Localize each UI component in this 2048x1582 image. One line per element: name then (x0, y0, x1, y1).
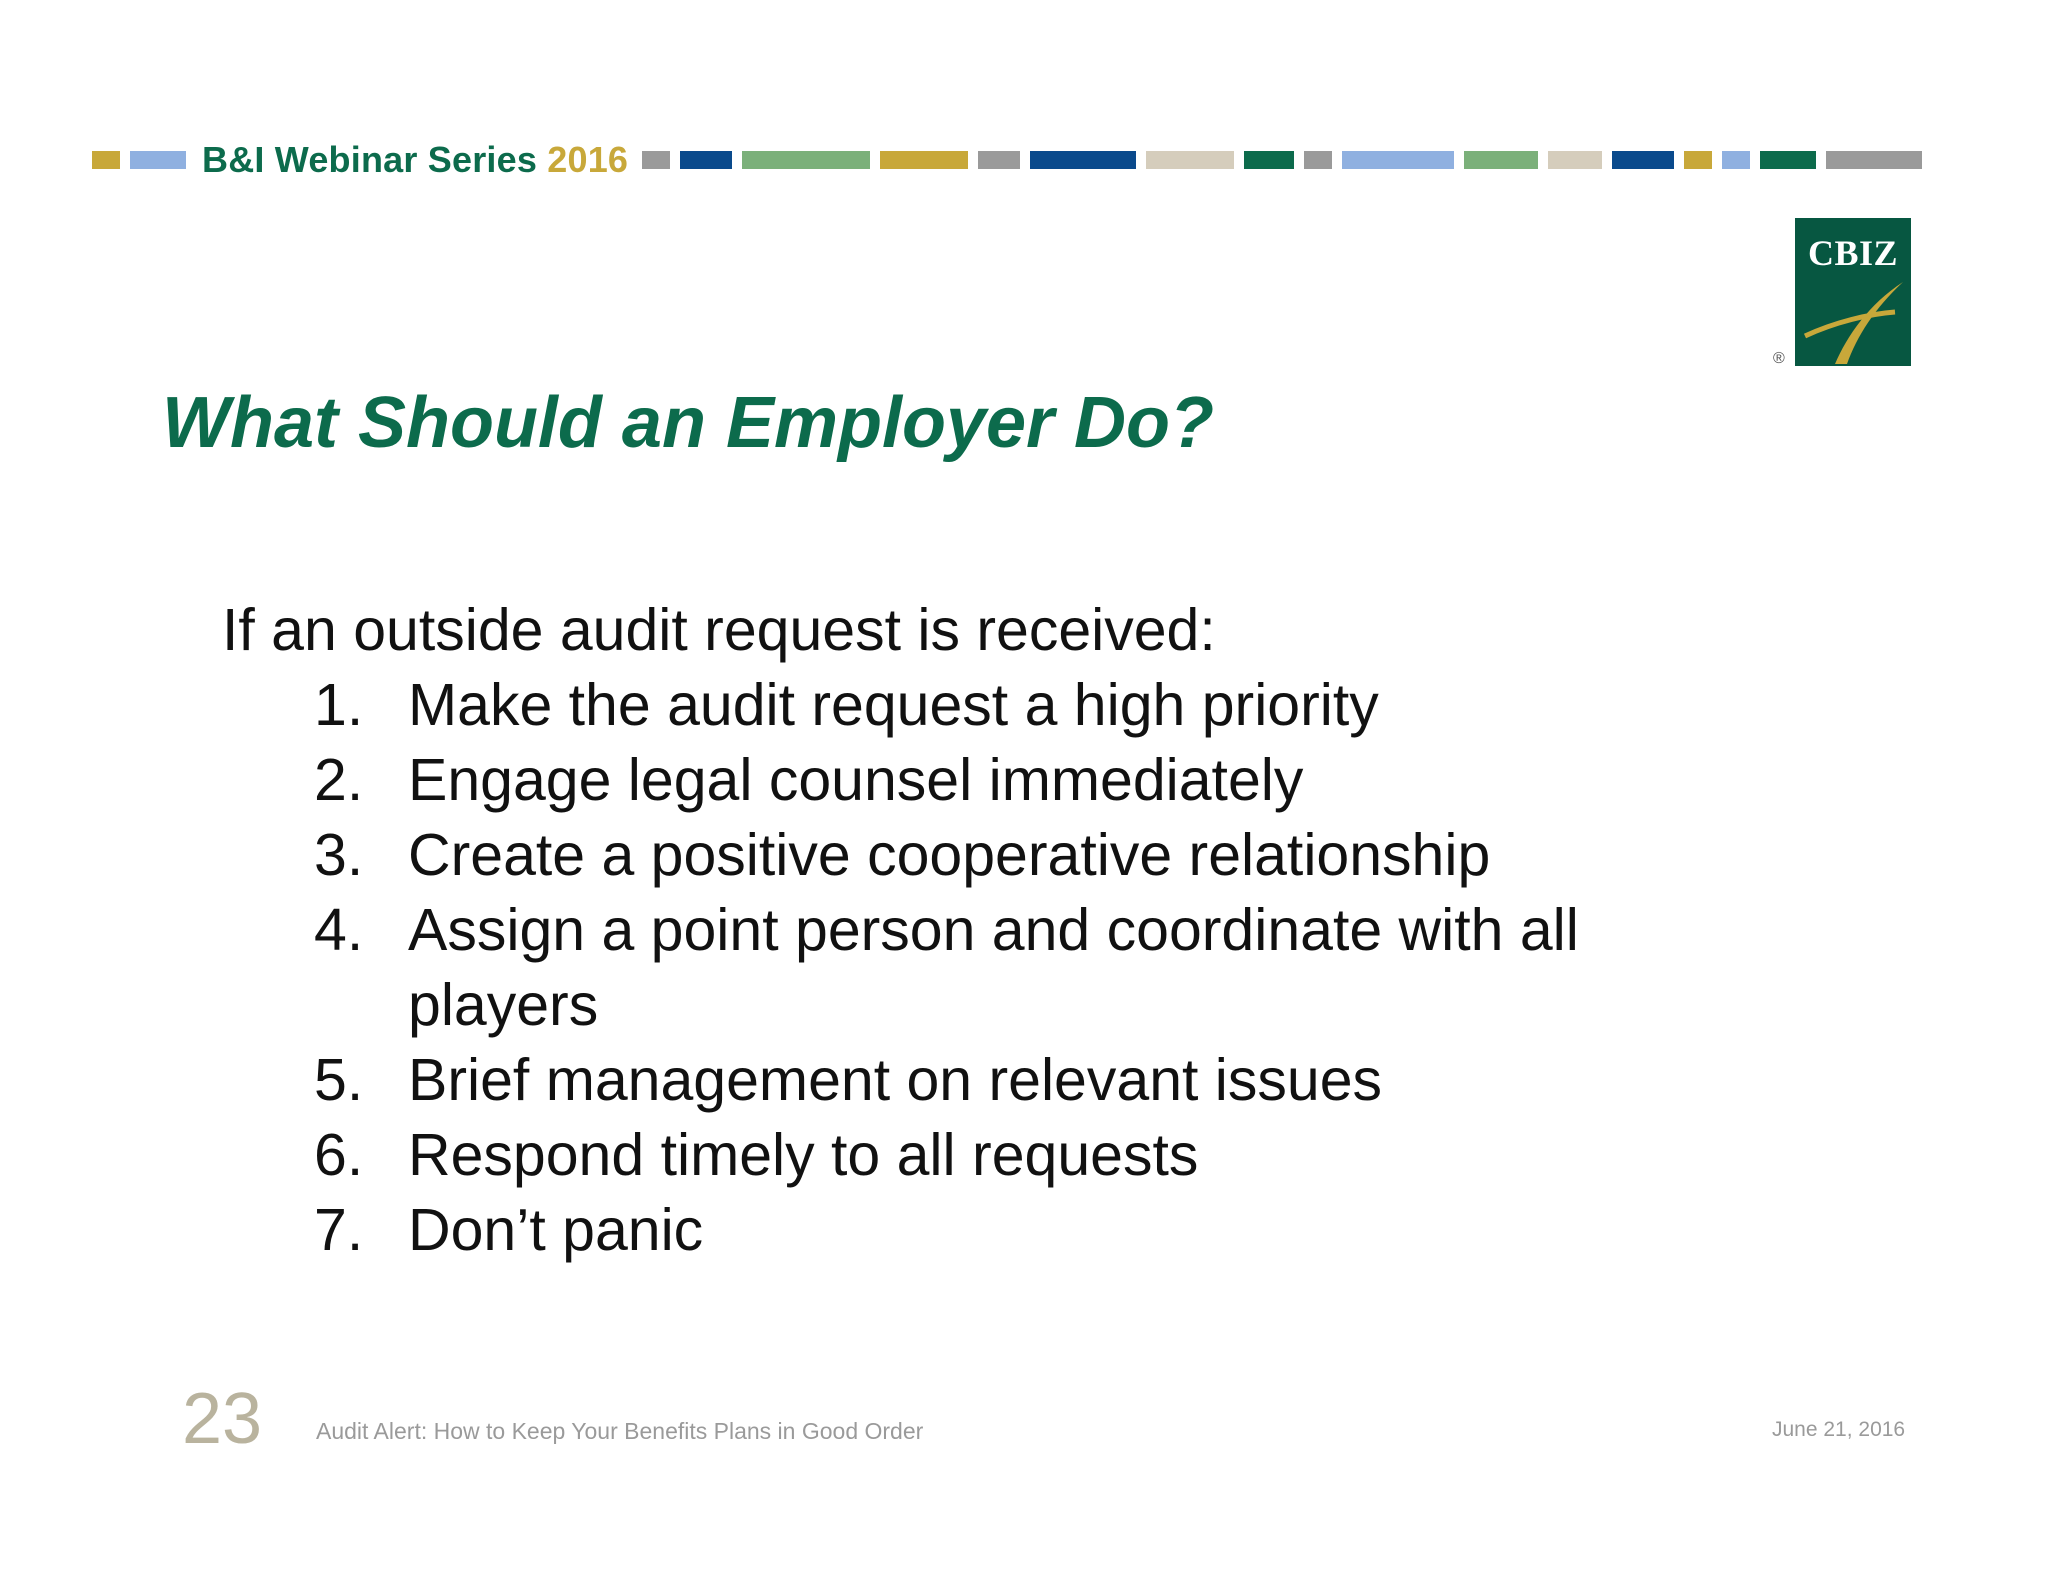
list-text: Assign a point person and coordinate with all players (408, 897, 1579, 1038)
action-list (314, 668, 1764, 1268)
intro-text: If an outside audit request is received: (222, 597, 1216, 663)
color-swatch (1760, 151, 1816, 169)
list-number: 2. (314, 747, 364, 813)
list-number: 7. (314, 1197, 364, 1263)
color-swatch (1684, 151, 1712, 169)
list-number: 5. (314, 1047, 364, 1113)
list-text: Engage legal counsel immediately (408, 747, 1304, 813)
color-swatch (1146, 151, 1234, 169)
page-number: 23 (182, 1379, 263, 1459)
color-swatch (680, 151, 732, 169)
list-number: 1. (314, 672, 364, 738)
color-swatch (880, 151, 968, 169)
color-swatch (642, 151, 670, 169)
list-text: Make the audit request a high priority (408, 672, 1379, 738)
color-swatch (1548, 151, 1602, 169)
list-item (314, 1043, 1764, 1118)
list-number: 3. (314, 822, 364, 888)
color-swatch (1612, 151, 1674, 169)
footer-date: June 21, 2016 (1772, 1418, 1906, 1441)
list-item (314, 1193, 1764, 1268)
list-item (314, 1118, 1764, 1193)
color-swatch (1304, 151, 1332, 169)
color-swatch (742, 151, 870, 169)
color-swatch (1244, 151, 1294, 169)
color-swatch (92, 151, 120, 169)
header-band (92, 140, 1962, 180)
series-year: 2016 (547, 139, 629, 180)
slide-title: What Should an Employer Do? (162, 383, 1215, 463)
logo-text: CBIZ (1807, 233, 1899, 273)
list-number: 4. (314, 897, 364, 963)
color-swatch (1722, 151, 1750, 169)
footer-title: Audit Alert: How to Keep Your Benefits Plans in Good Order (316, 1418, 924, 1444)
color-swatch (1826, 151, 1922, 169)
list-item (314, 893, 1764, 1043)
registered-mark: ® (1773, 350, 1785, 367)
series-name: B&I Webinar Series (202, 139, 538, 180)
list-item (314, 743, 1764, 818)
list-item (314, 818, 1764, 893)
list-text: Respond timely to all requests (408, 1122, 1199, 1188)
list-item (314, 668, 1764, 743)
color-swatch (1342, 151, 1454, 169)
cbiz-logo (1795, 218, 1911, 366)
color-swatch (1030, 151, 1136, 169)
list-text: Brief management on relevant issues (408, 1047, 1383, 1113)
list-text: Create a positive cooperative relationship (408, 822, 1491, 888)
list-text: Don’t panic (408, 1197, 704, 1263)
color-swatch (1464, 151, 1538, 169)
series-title (202, 139, 628, 181)
color-swatch (978, 151, 1020, 169)
color-swatch (130, 151, 186, 169)
list-number: 6. (314, 1122, 364, 1188)
